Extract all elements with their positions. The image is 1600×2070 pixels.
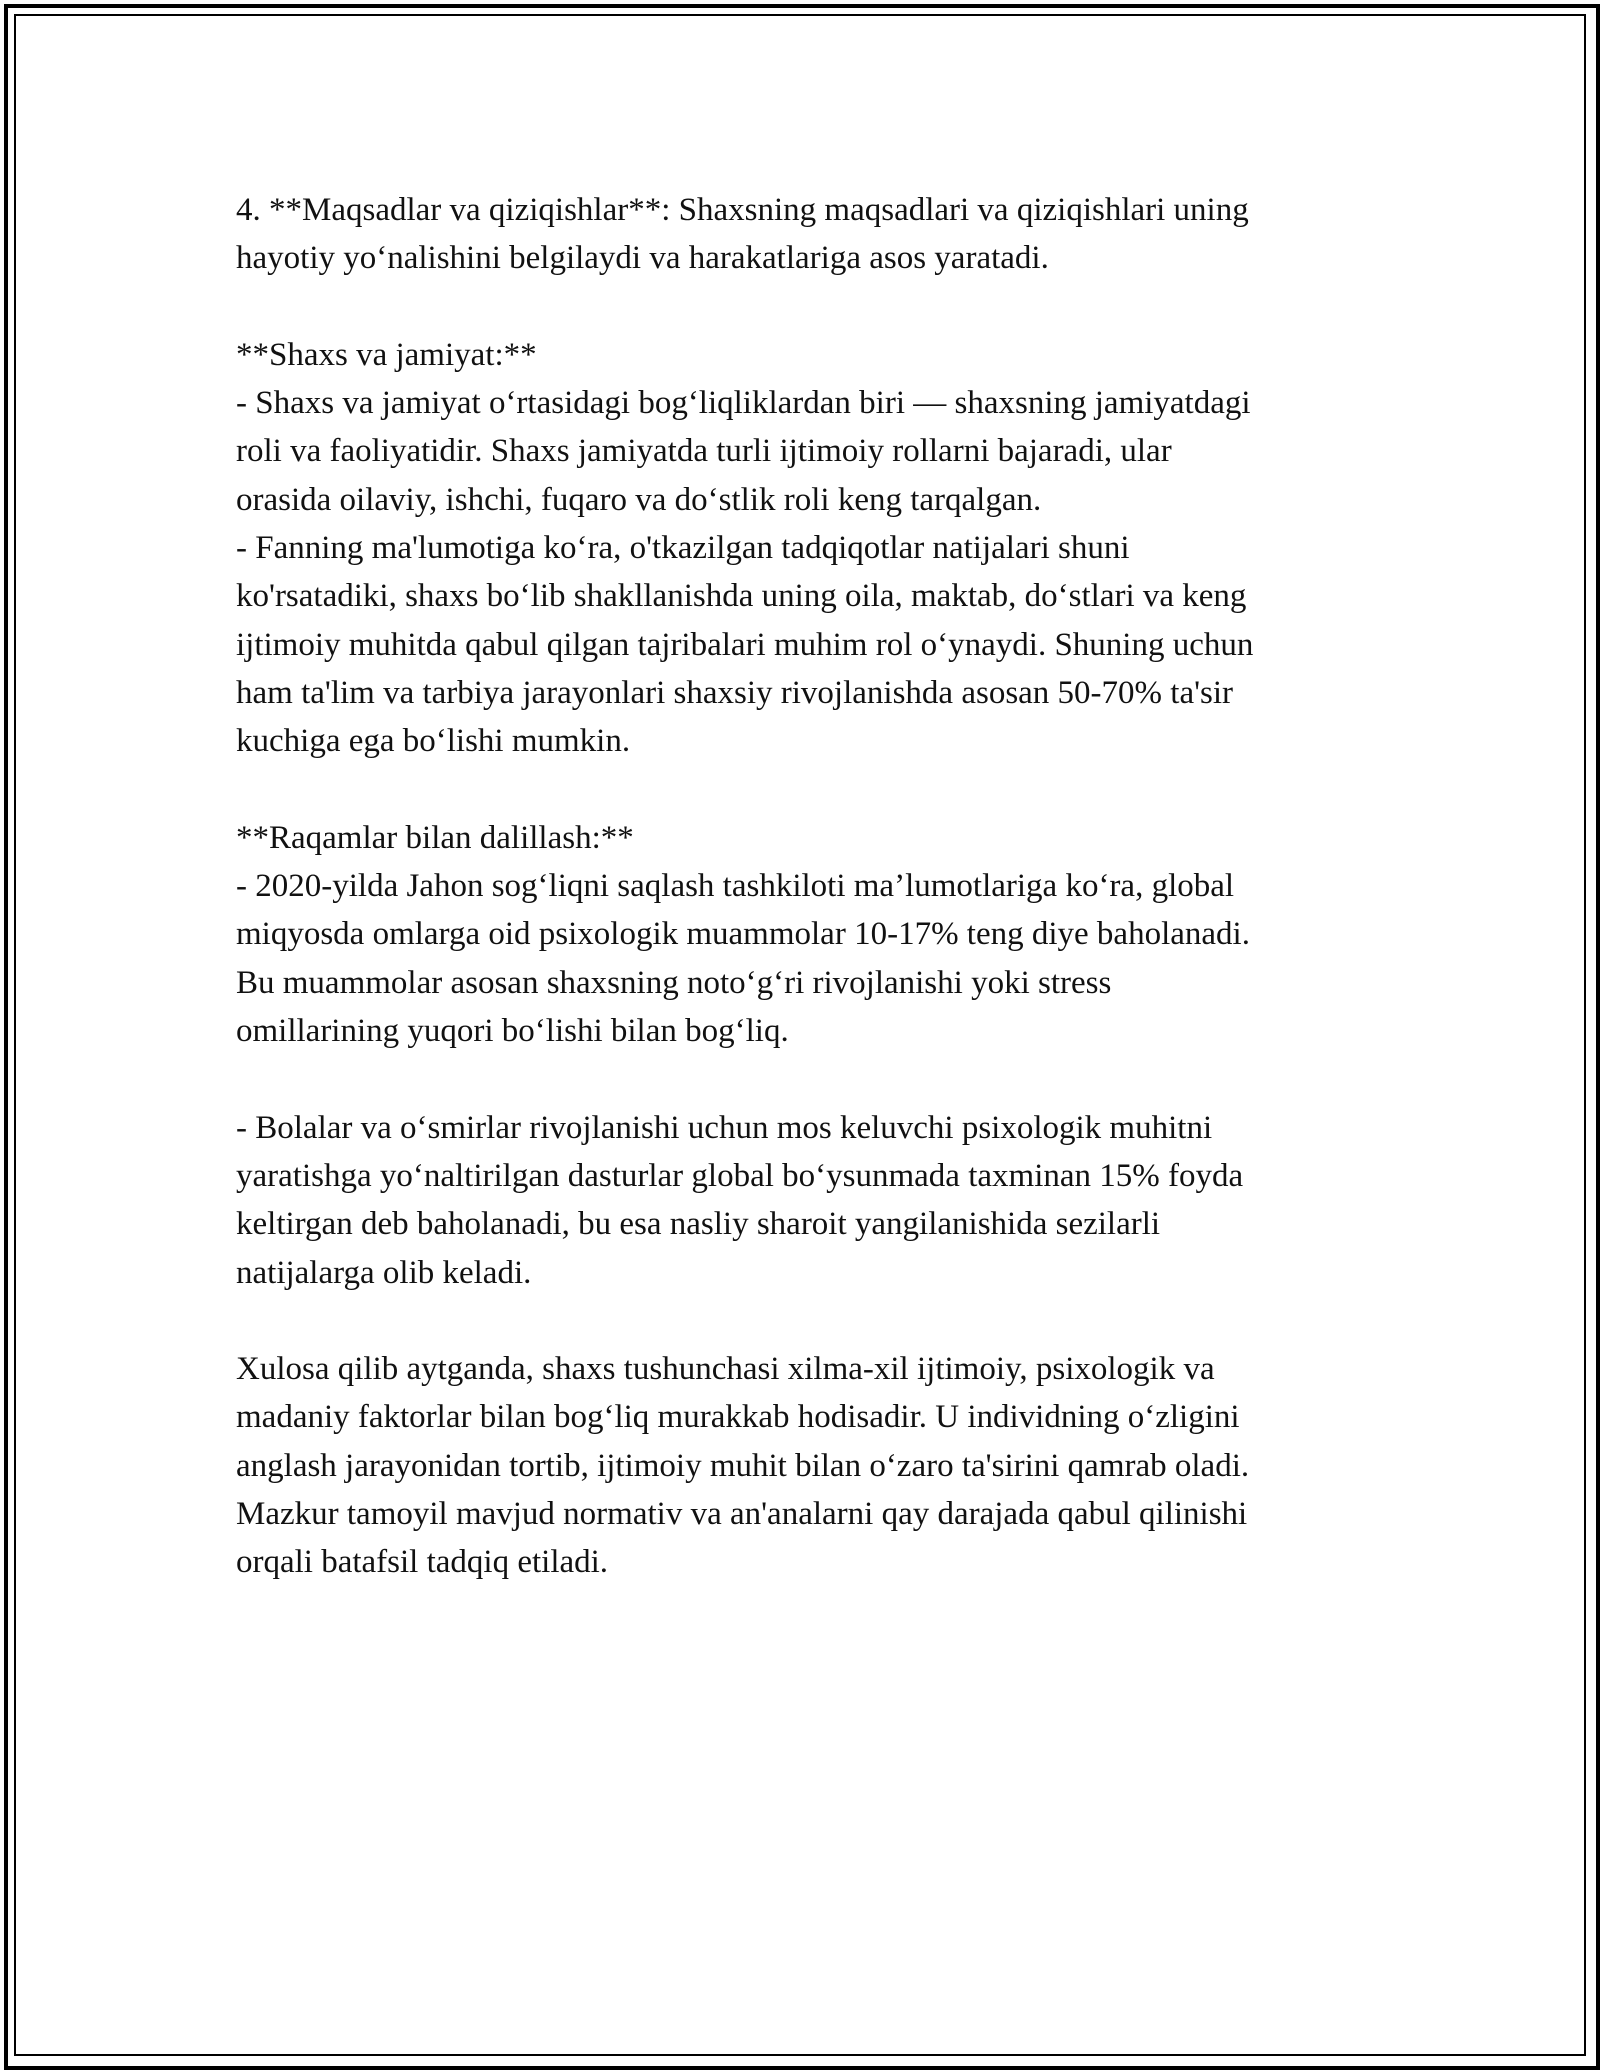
text-line: orasida oilaviy, ishchi, fuqaro va do‘stlik roli keng tarqalgan. <box>236 481 1042 518</box>
text-line: madaniy faktorlar bilan bog‘liq murakkab hodisadir. U individning o‘zligini <box>236 1399 1240 1436</box>
text-line: - Bolalar va o‘smirlar rivojlanishi uchun mos keluvchi psixologik muhitni <box>236 1109 1213 1146</box>
paragraph-spacer <box>236 1055 1376 1103</box>
text-line: ko'rsatadiki, shaxs bo‘lib shakllanishda uning oila, maktab, do‘stlari va keng <box>236 578 1247 615</box>
text-line: Bu muammolar asosan shaxsning noto‘g‘ri rivojlanishi yoki stress <box>236 964 1112 1001</box>
paragraph-spacer <box>236 283 1376 331</box>
section-heading: **Shaxs va jamiyat:** <box>236 336 537 373</box>
text-line: ham ta'lim va tarbiya jarayonlari shaxsiy rivojlanishda asosan 50-70% ta'sir <box>236 674 1234 711</box>
text-line: keltirgan deb baholanadi, bu esa nasliy sharoit yangilanishida sezilarli <box>236 1206 1161 1243</box>
text-line: kuchiga ega bo‘lishi mumkin. <box>236 723 631 760</box>
section-heading: **Raqamlar bilan dalillash:** <box>236 819 634 856</box>
text-line: ijtimoiy muhitda qabul qilgan tajribalari muhim rol o‘ynaydi. Shuning uchun <box>236 626 1254 663</box>
text-line: miqyosda omlarga oid psixologik muammolar 10-17% teng diye baholanadi. <box>236 916 1250 953</box>
section-evidence-by-numbers <box>236 814 1376 1055</box>
text-line: - 2020-yilda Jahon sog‘liqni saqlash tashkiloti ma’lumotlariga ko‘ra, global <box>236 868 1235 905</box>
text-line: natijalarga olib keladi. <box>236 1254 532 1291</box>
text-line: omillarining yuqori bo‘lishi bilan bog‘liq. <box>236 1013 789 1050</box>
text-line: Mazkur tamoyil mavjud normativ va an'analarni qay darajada qabul qilinishi <box>236 1496 1248 1533</box>
text-line: roli va faoliyatidir. Shaxs jamiyatda turli ijtimoiy rollarni bajaradi, ular <box>236 433 1172 470</box>
text-line: Xulosa qilib aytganda, shaxs tushunchasi xilma-xil ijtimoiy, psixologik va <box>236 1351 1215 1388</box>
text-line: 4. **Maqsadlar va qiziqishlar**: Shaxsning maqsadlari va qiziqishlari uning <box>236 192 1249 228</box>
text-line: - Shaxs va jamiyat o‘rtasidagi bog‘liqliklardan biri — shaxsning jamiyatdagi <box>236 385 1251 422</box>
paragraph-goals-interests <box>236 186 1376 283</box>
text-line: - Fanning ma'lumotiga ko‘ra, o'tkazilgan tadqiqotlar natijalari shuni <box>236 530 1130 567</box>
text-line: yaratishga yo‘naltirilgan dasturlar global bo‘ysunmada taxminan 15% foyda <box>236 1157 1244 1194</box>
section-person-and-society <box>236 331 1376 766</box>
document-body <box>236 186 1376 1587</box>
paragraph-conclusion <box>236 1345 1376 1586</box>
text-line: hayotiy yo‘nalishini belgilaydi va harakatlariga asos yaratadi. <box>236 240 1049 277</box>
paragraph-spacer <box>236 766 1376 814</box>
paragraph-youth-programs <box>236 1104 1376 1297</box>
paragraph-spacer <box>236 1297 1376 1345</box>
text-line: anglash jarayonidan tortib, ijtimoiy muhit bilan o‘zaro ta'sirini qamrab oladi. <box>236 1447 1250 1484</box>
text-line: orqali batafsil tadqiq etiladi. <box>236 1544 609 1581</box>
